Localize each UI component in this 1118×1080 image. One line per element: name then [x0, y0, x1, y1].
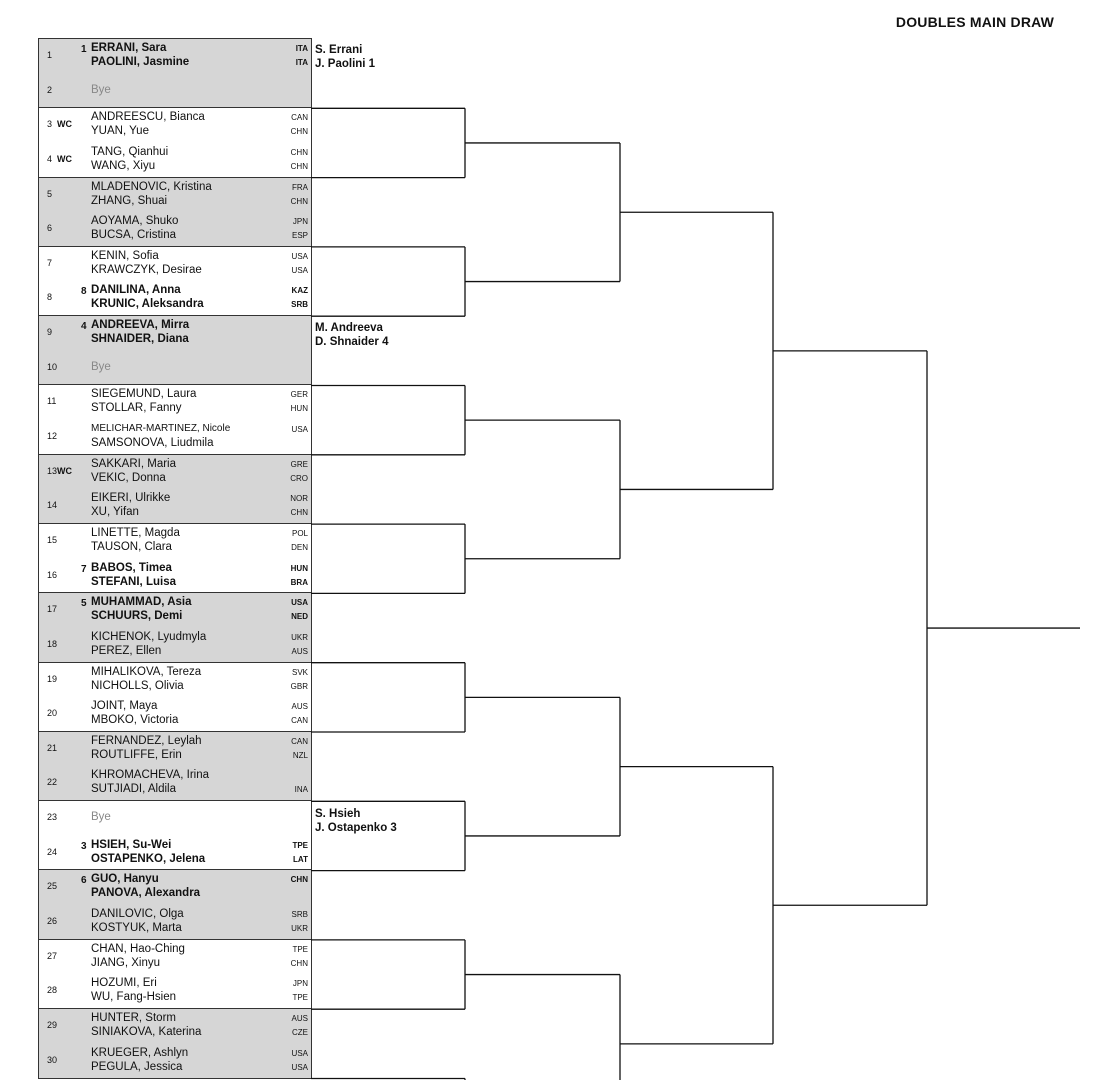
draw-position: 9 [47, 327, 53, 338]
player-1-country: KAZ [291, 286, 308, 296]
bye-label: Bye [91, 83, 111, 96]
bye-label: Bye [91, 360, 111, 373]
player-1-name: ERRANI, Sara [91, 42, 167, 54]
draw-position: 21 [47, 742, 58, 753]
player-1-name: HSIEH, Su-Wei [91, 838, 172, 851]
player-1-name: EIKERI, Ulrikke [91, 492, 171, 505]
player-1-name: HOZUMI, Eri [91, 977, 157, 990]
player-2-name: JIANG, Xinyu [91, 956, 161, 969]
draw-position: 25 [47, 881, 58, 892]
player-1-name: MELICHAR-MARTINEZ, Nicole [91, 423, 231, 435]
draw-position: 24 [47, 846, 58, 857]
player-2-country: GBR [290, 681, 308, 691]
player-2-country: HUN [290, 404, 308, 414]
player-1-country: JPN [292, 979, 308, 989]
player-1-country: TPE [292, 944, 308, 954]
draw-position: 13 [47, 465, 58, 476]
player-1-name: MLADENOVIC, Kristina [91, 180, 212, 193]
player-2-country: CHN [290, 127, 308, 137]
player-1-name: JOINT, Maya [91, 700, 158, 713]
player-2-country: INA [294, 785, 308, 795]
player-1-country: GRE [290, 459, 308, 469]
player-1-country: HUN [290, 563, 308, 573]
winner-line-1: S. Errani [315, 44, 363, 56]
player-1-name: ANDREEVA, Mirra [91, 319, 190, 332]
player-2-name: SINIAKOVA, Katerina [91, 1025, 202, 1038]
player-2-country: TPE [292, 993, 308, 1003]
winner-line-1: M. Andreeva [315, 322, 383, 334]
bye-label: Bye [91, 811, 111, 824]
player-1-name: KICHENOK, Lyudmyla [91, 630, 207, 643]
player-1-name: DANILOVIC, Olga [91, 908, 184, 921]
player-1-country: USA [291, 251, 308, 261]
player-1-country: POL [291, 528, 308, 538]
player-1-name: KENIN, Sofia [91, 249, 159, 262]
player-1-country: CAN [291, 736, 308, 746]
player-1-name: BABOS, Timea [91, 561, 172, 574]
winner-line-2: J. Ostapenko 3 [315, 821, 397, 834]
player-2-country: USA [291, 265, 308, 275]
draw-position: 27 [47, 950, 58, 961]
player-2-name: SUTJIADI, Aldila [91, 783, 176, 796]
player-1-country: ITA [295, 44, 308, 53]
player-1-name: SIEGEMUND, Laura [91, 388, 197, 401]
player-1-name: DANILINA, Anna [91, 284, 181, 297]
player-2-country: NZL [292, 750, 308, 760]
player-2-country: BRA [290, 577, 308, 587]
player-1-name: LINETTE, Magda [91, 526, 180, 539]
player-2-name: PAOLINI, Jasmine [91, 56, 190, 68]
player-2-name: KRAWCZYK, Desirae [91, 263, 202, 276]
seed-number: 3 [81, 840, 87, 852]
player-2-country: ITA [295, 58, 308, 67]
player-2-name: ROUTLIFFE, Erin [91, 748, 182, 761]
draw-position: 4 [47, 153, 53, 164]
player-2-name: OSTAPENKO, Jelena [91, 852, 206, 865]
winner-line-2: D. Shnaider 4 [315, 335, 389, 348]
player-1-name: CHAN, Hao-Ching [91, 942, 185, 955]
player-2-country: ESP [291, 231, 308, 241]
player-2-name: ZHANG, Shuai [91, 194, 168, 207]
draw-position: 1 [47, 50, 53, 60]
seed-number: 6 [81, 875, 87, 887]
player-1-name: ANDREESCU, Bianca [91, 111, 205, 124]
player-2-country: USA [291, 1062, 308, 1072]
player-1-name: AOYAMA, Shuko [91, 215, 179, 228]
player-2-name: VEKIC, Donna [91, 471, 166, 484]
player-1-country: SRB [291, 910, 308, 920]
player-2-name: TAUSON, Clara [91, 540, 172, 553]
player-2-name: BUCSA, Cristina [91, 229, 176, 242]
winner-line-1: S. Hsieh [315, 808, 361, 820]
draw-position: 26 [47, 916, 58, 927]
player-2-country: CAN [291, 716, 308, 726]
wildcard-badge: WC [57, 119, 72, 130]
player-1-country: CAN [291, 113, 308, 123]
draw-position: 8 [47, 292, 53, 303]
draw-position: 28 [47, 985, 58, 996]
draw-position: 6 [47, 223, 53, 234]
player-2-country: CHN [290, 161, 308, 171]
player-1-country: CHN [290, 875, 308, 885]
player-2-name: YUAN, Yue [91, 125, 149, 138]
winner-line-2: J. Paolini 1 [315, 57, 376, 70]
draw-position: 14 [47, 500, 58, 511]
player-1-name: TANG, Qianhui [91, 145, 169, 158]
player-1-country: NOR [290, 494, 308, 504]
player-2-country: AUS [291, 646, 308, 656]
player-1-name: MUHAMMAD, Asia [91, 596, 192, 609]
player-2-country: CHN [290, 196, 308, 206]
player-2-name: STOLLAR, Fanny [91, 402, 182, 415]
player-2-country: CZE [292, 1027, 308, 1037]
player-2-name: PANOVA, Alexandra [91, 887, 201, 900]
draw-position: 18 [47, 638, 58, 649]
player-2-name: WANG, Xiyu [91, 159, 156, 172]
player-1-name: KRUEGER, Ashlyn [91, 1046, 189, 1059]
draw-position: 5 [47, 188, 53, 199]
player-2-country: DEN [291, 542, 308, 552]
draw-position: 3 [47, 119, 53, 130]
seed-number: 8 [81, 286, 87, 298]
player-2-name: KRUNIC, Aleksandra [91, 298, 204, 311]
draw-position: 15 [47, 534, 58, 545]
player-1-country: GER [290, 390, 308, 400]
player-2-name: SHNAIDER, Diana [91, 333, 189, 346]
draw-position: 16 [47, 569, 58, 580]
draw-position: 20 [47, 708, 58, 719]
player-2-country: CRO [290, 473, 308, 483]
wildcard-badge: WC [57, 153, 72, 164]
player-2-country: LAT [293, 854, 308, 864]
draw-title: DOUBLES MAIN DRAW [895, 14, 1055, 30]
player-1-name: SAKKARI, Maria [91, 457, 176, 470]
player-2-name: STEFANI, Luisa [91, 575, 176, 588]
draw-position: 19 [47, 673, 58, 684]
player-1-name: HUNTER, Storm [91, 1011, 176, 1024]
player-1-name: MIHALIKOVA, Tereza [91, 665, 202, 678]
player-2-name: MBOKO, Victoria [91, 714, 179, 727]
seed-number: 7 [81, 563, 87, 575]
player-2-name: SAMSONOVA, Liudmila [91, 437, 214, 450]
player-2-name: SCHUURS, Demi [91, 610, 183, 623]
player-2-country: UKR [291, 924, 308, 934]
player-2-name: XU, Yifan [91, 506, 139, 519]
player-1-name: KHROMACHEVA, Irina [91, 769, 210, 782]
player-2-country: CHN [290, 508, 308, 518]
draw-position: 22 [47, 777, 58, 788]
player-1-country: AUS [291, 1013, 308, 1023]
player-1-country: AUS [291, 702, 308, 712]
draw-position: 12 [47, 431, 58, 442]
seed-number: 1 [81, 44, 87, 55]
player-1-country: TPE [292, 840, 308, 850]
player-2-country: NED [291, 612, 308, 622]
player-2-name: KOSTYUK, Marta [91, 922, 182, 935]
draw-position: 23 [47, 812, 58, 823]
player-1-country: FRA [292, 182, 308, 192]
player-1-country: UKR [291, 632, 308, 642]
player-2-country: SRB [291, 300, 308, 310]
player-2-name: PEGULA, Jessica [91, 1060, 183, 1073]
player-1-country: JPN [292, 217, 308, 227]
player-1-country: USA [291, 598, 308, 608]
player-2-name: WU, Fang-Hsien [91, 991, 176, 1004]
draw-position: 17 [47, 604, 58, 615]
player-1-country: CHN [290, 147, 308, 157]
player-1-country: SVK [291, 667, 308, 677]
seed-number: 5 [81, 598, 87, 610]
player-1-country: USA [291, 1048, 308, 1058]
draw-position: 7 [47, 257, 53, 268]
player-1-name: FERNANDEZ, Leylah [91, 734, 202, 747]
player-2-name: NICHOLLS, Olivia [91, 679, 184, 692]
draw-position: 29 [47, 1019, 58, 1030]
draw-position: 10 [47, 361, 58, 372]
draw-position: 30 [47, 1054, 58, 1065]
draw-position: 11 [47, 396, 57, 407]
player-1-name: GUO, Hanyu [91, 873, 159, 886]
player-1-country: USA [291, 425, 308, 435]
wildcard-badge: WC [57, 465, 72, 476]
player-2-country: CHN [290, 958, 308, 968]
draw-position: 2 [47, 84, 53, 95]
player-2-name: PEREZ, Ellen [91, 644, 162, 657]
seed-number: 4 [81, 321, 87, 333]
